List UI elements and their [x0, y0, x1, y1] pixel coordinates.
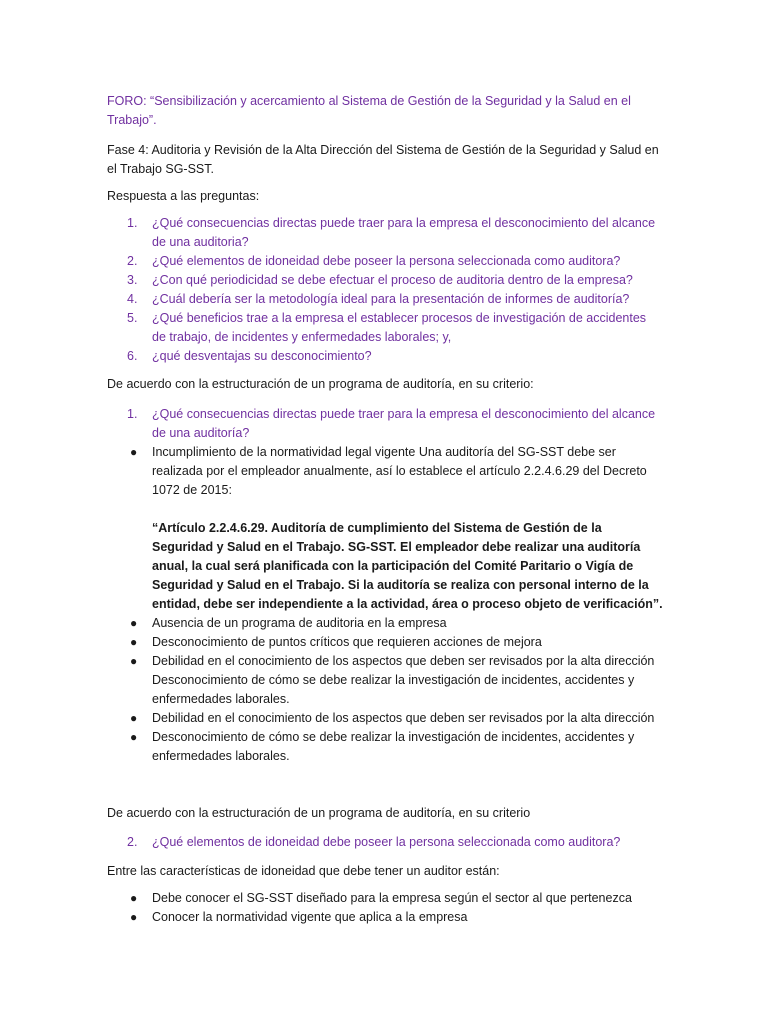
bullet-icon: ● — [130, 445, 138, 459]
section1-intro: De acuerdo con la estructuración de un programa de auditoría, en su criterio: — [107, 377, 534, 391]
bullet-icon: ● — [130, 654, 138, 668]
list-item: ● Desconocimiento de cómo se debe realizar la investigación de incidentes, accidentes y enfermedades laborales. — [130, 730, 635, 763]
section2-question — [107, 833, 663, 852]
section2-bullet-list — [107, 889, 663, 927]
list-item: 1. ¿Qué consecuencias directas puede traer para la empresa el desconocimiento del alcance de una auditoria? — [127, 216, 656, 249]
phase-title: Fase 4: Auditoria y Revisión de la Alta Dirección del Sistema de Gestión de la Seguridad y Salud en el Trabajo SG-SST. — [107, 143, 659, 176]
answers-heading: Respuesta a las preguntas: — [107, 189, 260, 203]
decree-quote: “Artículo 2.2.4.6.29. Auditoría de cumplimiento del Sistema de Gestión de la Seguridad y Salud en el Trabajo. SG-SST. El empleador debe realizar una auditoría anual, la cual será planificada con la participación del Comité Paritario o Vigía de Seguridad y Salud en el Trabajo. Si la auditoría se realiza con personal interno de la entidad, debe ser independiente a la actividad, área o proceso objeto de verificación”. — [152, 521, 663, 611]
section1-question — [107, 405, 663, 443]
list-item: 2. ¿Qué elementos de idoneidad debe poseer la persona seleccionada como auditora? — [127, 835, 621, 849]
section1-bullet-list — [107, 443, 663, 766]
list-item: ● Desconocimiento de puntos críticos que requieren acciones de mejora — [107, 633, 663, 652]
bullet-icon: ● — [130, 711, 138, 725]
bullet-icon: ● — [130, 910, 138, 924]
list-item: 5. ¿Qué beneficios trae a la empresa el establecer procesos de investigación de accidentes de trabajo, de incidentes y enfermedades laborales; y, — [127, 311, 647, 344]
list-item: ● Incumplimiento de la normatividad legal vigente Una auditoría del SG-SST debe ser realizada por el empleador anualmente, así lo establece el artículo 2.2.4.6.29 del Decreto 1072 de 2015: “Artículo 2.2.4.6.29. Auditoría de cumplimiento del Sistema de Gestión de la Seguridad y Salud en el Trabajo. SG-SST. El empleador debe realizar una auditoría anual, la cual será planificada con la participación del Comité Paritario o Vigía de Seguridad y Salud en el Trabajo. Si la auditoría se realiza con personal interno de la entidad, debe ser independiente a la actividad, área o proceso objeto de verificación”. — [107, 443, 663, 614]
forum-title: FORO: “Sensibilización y acercamiento al Sistema de Gestión de la Seguridad y la Salud en el Trabajo”. — [107, 94, 631, 127]
bullet-icon: ● — [130, 891, 138, 905]
bullet-icon: ● — [130, 730, 138, 744]
bullet-icon: ● — [130, 616, 138, 630]
list-item: ● Ausencia de un programa de auditoria en la empresa — [107, 614, 663, 633]
bullet-icon: ● — [130, 635, 138, 649]
list-item: 3. ¿Con qué periodicidad se debe efectuar el proceso de auditoria dentro de la empresa? — [127, 273, 633, 287]
list-item: 6. ¿qué desventajas su desconocimiento? — [127, 349, 372, 363]
list-item: 1. ¿Qué consecuencias directas puede traer para la empresa el desconocimiento del alcance de una auditoría? — [127, 407, 656, 440]
list-item: 4. ¿Cuál debería ser la metodología ideal para la presentación de informes de auditoría? — [127, 292, 630, 306]
section2-intro: De acuerdo con la estructuración de un programa de auditoría, en su criterio — [107, 806, 531, 820]
list-item: 2. ¿Qué elementos de idoneidad debe poseer la persona seleccionada como auditora? — [127, 254, 621, 268]
list-item: ● Debilidad en el conocimiento de los aspectos que deben ser revisados por la alta dirección Desconocimiento de cómo se debe realizar la investigación de incidentes, accidentes y enfermedades laborales. — [130, 654, 655, 706]
list-item: ● Debilidad en el conocimiento de los aspectos que deben ser revisados por la alta dirección — [107, 709, 663, 728]
section2-lead: Entre las características de idoneidad que debe tener un auditor están: — [107, 864, 500, 878]
list-item: ● Debe conocer el SG-SST diseñado para la empresa según el sector al que pertenezca — [107, 889, 663, 908]
list-item: ● Conocer la normatividad vigente que aplica a la empresa — [107, 908, 663, 927]
questions-list — [107, 214, 663, 366]
